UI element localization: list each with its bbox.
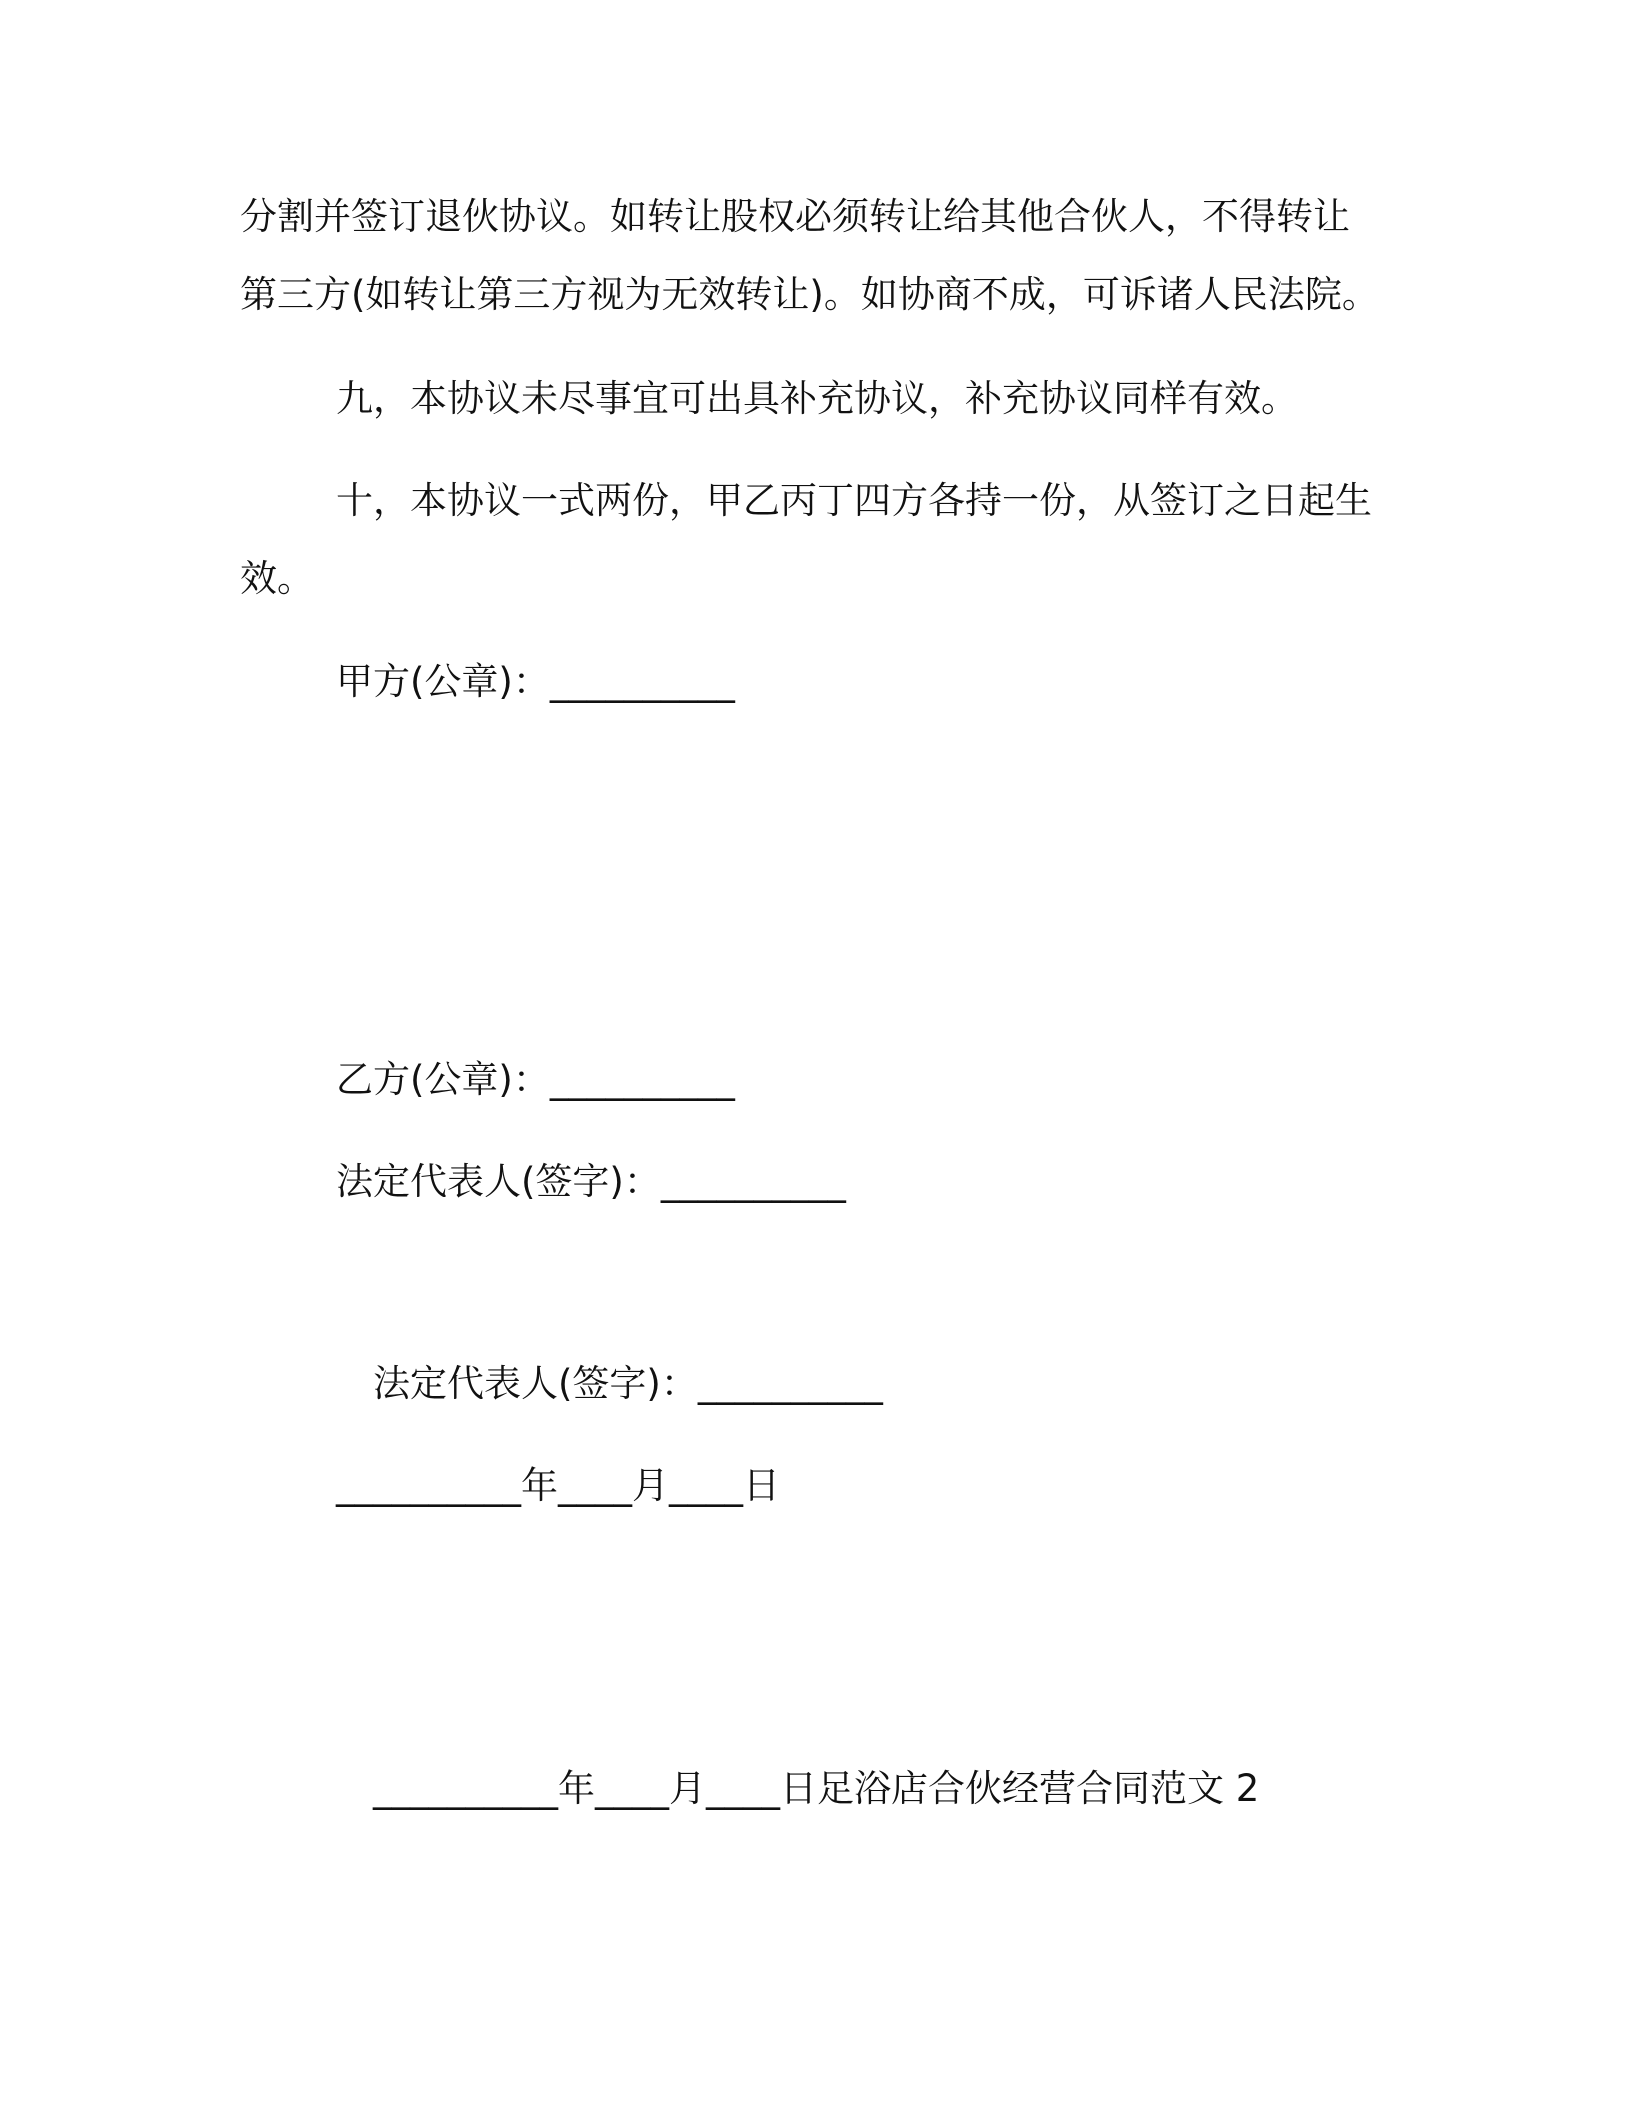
signing-date: __________年____月____日 <box>336 1464 780 1507</box>
paragraph-line-2: 第三方(如转让第三方视为无效转让)。如协商不成，可诉诸人民法院。 <box>240 273 1379 316</box>
clause-nine: 九，本协议未尽事宜可出具补充协议，补充协议同样有效。 <box>336 377 1298 420</box>
party-b-seal: 乙方(公章)：__________ <box>336 1058 735 1101</box>
party-a-seal: 甲方(公章)：__________ <box>336 660 735 703</box>
legal-representative-signature-1: 法定代表人(签字)：__________ <box>336 1160 846 1203</box>
clause-ten-line-2: 效。 <box>240 557 314 600</box>
clause-ten-line-1: 十，本协议一式两份，甲乙丙丁四方各持一份，从签订之日起生 <box>336 479 1372 522</box>
paragraph-line-1: 分割并签订退伙协议。如转让股权必须转让给其他合伙人，不得转让 <box>240 195 1350 238</box>
legal-representative-signature-2: 法定代表人(签字)：__________ <box>373 1362 883 1405</box>
next-document-title: __________年____月____日足浴店合伙经营合同范文 2 <box>373 1767 1260 1810</box>
